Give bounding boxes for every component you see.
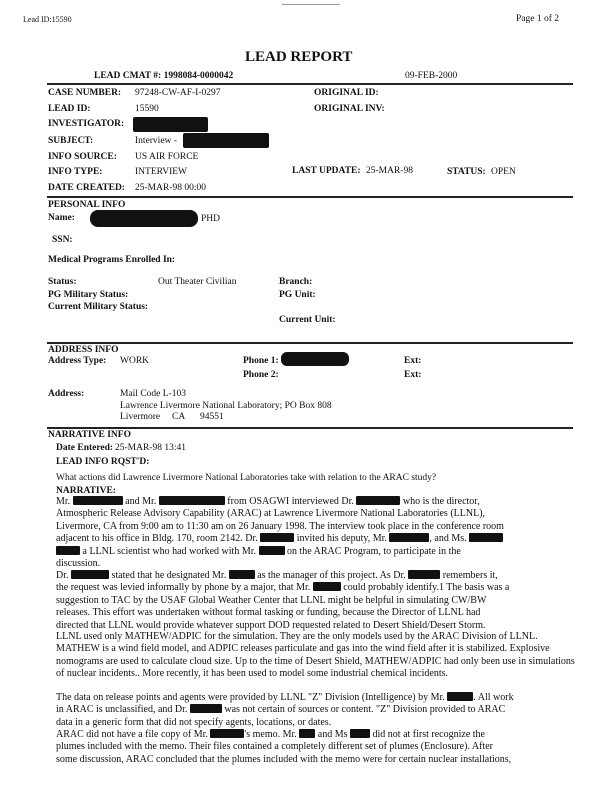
lead-id-label: LEAD ID: xyxy=(48,104,91,114)
redacted-investigator xyxy=(133,117,208,132)
redaction-mark xyxy=(313,582,341,591)
original-inv-label: ORIGINAL INV: xyxy=(314,104,385,114)
date-entered-label: Date Entered: xyxy=(56,443,114,453)
lead-cmat: LEAD CMAT #: 1998084-0000042 xyxy=(94,71,234,81)
status-value: Out Theater Civilian xyxy=(158,277,237,287)
redaction-mark xyxy=(190,704,222,713)
pg-unit-label: PG Unit: xyxy=(279,290,316,300)
lead-id: 15590 xyxy=(135,104,159,114)
narrative-paragraph-1: Mr. and Mr. from OSAGWI interviewed Dr. who is the director, Atmospheric Release Advisory Capability (ARAC) at Lawrence Livermore National Laboratories (LLNL), Livermore, CA from 9:00 am to 11:30 am on 26 January 1998. The interview took place in the conference room adjacent to his office in Bldg. 170, room 2142. Dr. invited his deputy, Mr. , and Ms. a LLNL scientist who had worked with Mr. on the ARAC Program, to participate in the discussion. xyxy=(56,496,504,570)
redaction-mark xyxy=(469,533,503,542)
redacted-phone xyxy=(281,352,349,366)
original-id-label: ORIGINAL ID: xyxy=(314,88,379,98)
current-military-status-label: Current Military Status: xyxy=(48,302,149,312)
address-type-label: Address Type: xyxy=(48,356,107,366)
redaction-mark xyxy=(159,496,225,505)
redacted-subject xyxy=(183,133,269,148)
branch-label: Branch: xyxy=(279,277,313,287)
info-source: US AIR FORCE xyxy=(135,152,199,162)
personal-heading: PERSONAL INFO xyxy=(48,200,126,210)
date-created: 25-MAR-98 00:00 xyxy=(135,183,206,193)
info-type-label: INFO TYPE: xyxy=(48,167,103,177)
pg-military-status-label: PG Military Status: xyxy=(48,290,129,300)
current-unit-label: Current Unit: xyxy=(279,315,336,325)
page-title: LEAD REPORT xyxy=(245,49,353,65)
divider xyxy=(47,83,573,85)
lead-info-rqst-label: LEAD INFO RQST'D: xyxy=(56,457,150,467)
page-number: Page 1 of 2 xyxy=(516,14,560,24)
redaction-mark xyxy=(447,692,473,701)
narrative-heading: NARRATIVE INFO xyxy=(48,430,131,440)
last-update: 25-MAR-98 xyxy=(366,166,413,176)
address-line2: Lawrence Livermore National Laboratory; PO Box 808 xyxy=(120,401,332,411)
address-zip: 94551 xyxy=(200,412,224,422)
redacted-name xyxy=(90,210,198,227)
redaction-mark xyxy=(56,546,80,555)
ext2-label: Ext: xyxy=(404,370,422,380)
redaction-mark xyxy=(73,496,123,505)
redaction-mark xyxy=(259,546,285,555)
name-label: Name: xyxy=(48,213,75,223)
divider xyxy=(47,196,573,198)
report-date: 09-FEB-2000 xyxy=(405,71,458,81)
divider xyxy=(47,342,573,344)
phone1-label: Phone 1: xyxy=(243,356,279,366)
header-lead-id: Lead ID:15590 xyxy=(23,15,72,24)
divider xyxy=(47,427,573,429)
name-suffix: PHD xyxy=(201,214,221,224)
address-type: WORK xyxy=(120,356,150,366)
status-value: OPEN xyxy=(491,167,516,177)
medical-programs-label: Medical Programs Enrolled In: xyxy=(48,255,176,265)
redaction-mark xyxy=(299,729,315,738)
redaction-mark xyxy=(229,570,255,579)
narrative-paragraph-5: ARAC did not have a file copy of Mr. 's memo. Mr. and Ms did not at first recognize the plumes included with the memo. Their files contained a completely different set of plumes (Enclosure). After some discussion, ARAC concluded that the plumes included with the memo were for certain nuclear installations, xyxy=(56,729,512,765)
phone2-label: Phone 2: xyxy=(243,370,279,380)
status-label: STATUS: xyxy=(447,167,486,177)
last-update-label: LAST UPDATE: xyxy=(292,166,361,176)
redaction-mark xyxy=(389,533,429,542)
redaction-mark xyxy=(350,729,370,738)
scan-mark xyxy=(282,4,340,5)
date-created-label: DATE CREATED: xyxy=(48,183,125,193)
case-number-label: CASE NUMBER: xyxy=(48,88,122,98)
ext1-label: Ext: xyxy=(404,356,422,366)
investigator-label: INVESTIGATOR: xyxy=(48,119,125,129)
narrative-paragraph-3: LLNL used only MATHEW/ADPIC for the simulation. They are the only models used by the ARAC Division of LLNL. MATHEW is a wind field model, and ADPIC releases particulate and gas into the wind field after it is stabilized. Explosive nomograms are used to calculate cloud size. Up to the time of Desert Shield, MATHEW/ADPIC had only been use in simulations of nuclear incidents.. More recently, it has been used to model some industrial chemical incidents. xyxy=(56,631,575,680)
redaction-mark xyxy=(210,729,244,738)
ssn-label: SSN: xyxy=(52,235,73,245)
redaction-mark xyxy=(260,533,294,542)
address-heading: ADDRESS INFO xyxy=(48,345,119,355)
narrative-paragraph-4: The data on release points and agents were provided by LLNL "Z" Division (Intelligence) by Mr. . All work in ARAC is unclassified, and Dr. was not certain of sources or content. "Z" Division provided to ARAC data in a generic form that did not specify agents, locations, or dates. xyxy=(56,692,514,728)
info-type: INTERVIEW xyxy=(135,167,187,177)
case-number: 97248-CW-AF-I-0297 xyxy=(135,88,221,98)
redaction-mark xyxy=(356,496,400,505)
date-entered: 25-MAR-98 13:41 xyxy=(115,443,186,453)
narrative-paragraph-2: Dr. stated that he designated Mr. as the manager of this project. As Dr. remembers it, the request was levied informally by phone by a major, that Mr. could probably identify.1 The basis was a suggestion to TAC by the USAF Global Weather Center that LLNL might be helpful in simulating CW/BW releases. This effort was undertaken without formal tasking or funding, because the Director of LLNL had directed that LLNL would provide whatever support DOD requested related to Desert Shield/Desert Storm. xyxy=(56,570,510,631)
address-line1: Mail Code L-103 xyxy=(120,389,186,399)
narrative-label: NARRATIVE: xyxy=(56,486,116,496)
redaction-mark xyxy=(408,570,440,579)
address-state: CA xyxy=(172,412,186,422)
lead-question: What actions did Lawrence Livermore National Laboratories take with relation to the ARAC study? xyxy=(56,473,437,483)
subject-label: SUBJECT: xyxy=(48,136,94,146)
address-city: Livermore xyxy=(120,412,161,422)
subject-prefix: Interview - xyxy=(135,136,177,146)
status-label: Status: xyxy=(48,277,77,287)
address-label: Address: xyxy=(48,389,85,399)
redaction-mark xyxy=(71,570,109,579)
info-source-label: INFO SOURCE: xyxy=(48,152,117,162)
